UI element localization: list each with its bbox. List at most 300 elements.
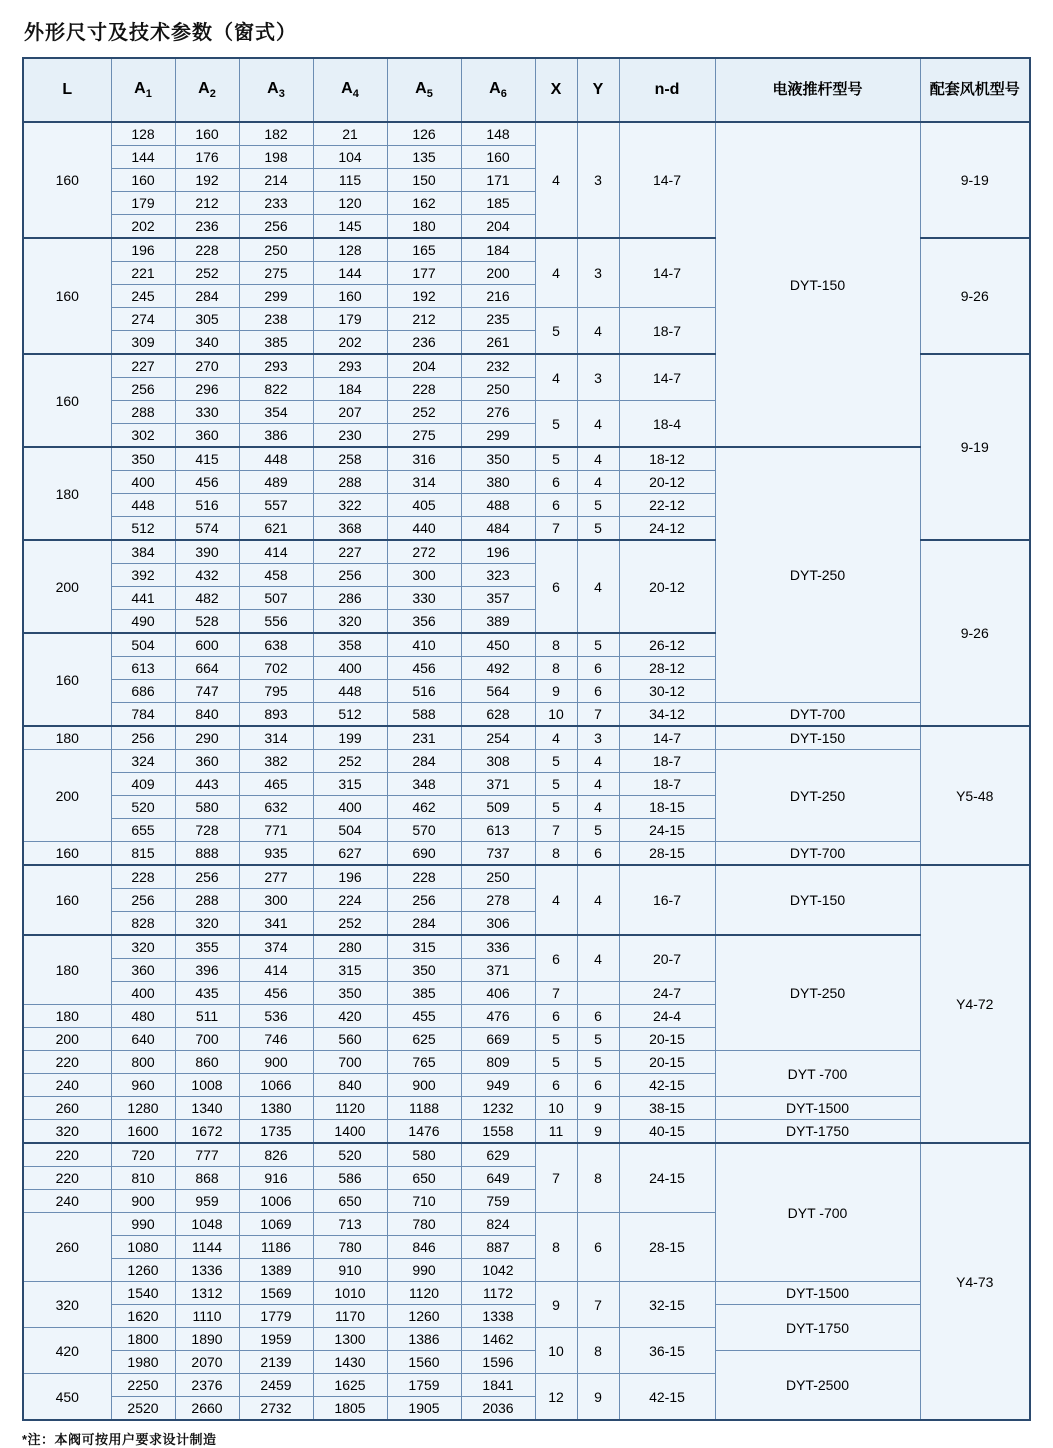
- cell-A3: 341: [239, 912, 313, 936]
- cell-A2: 2660: [175, 1397, 239, 1421]
- cell-A2: 1048: [175, 1213, 239, 1236]
- cell-n-d: 28-12: [619, 657, 715, 680]
- cell-A4: 700: [313, 1051, 387, 1074]
- cell-A6: 278: [461, 889, 535, 912]
- cell-A1: 448: [111, 494, 175, 517]
- cell-A4: 315: [313, 959, 387, 982]
- cell-A4: 780: [313, 1236, 387, 1259]
- cell-n-d: 30-12: [619, 680, 715, 703]
- cell-X: 4: [535, 354, 577, 401]
- cell-A1: 686: [111, 680, 175, 703]
- cell-A4: 21: [313, 122, 387, 146]
- cell-L: 180: [23, 1005, 111, 1028]
- cell-X: 5: [535, 773, 577, 796]
- cell-Y: 5: [577, 1051, 619, 1074]
- cell-A6: 250: [461, 865, 535, 889]
- page-title: 外形尺寸及技术参数（窗式）: [24, 22, 297, 44]
- header-A5: $A_5$: [387, 58, 461, 122]
- cell-A4: 910: [313, 1259, 387, 1282]
- cell-A5: 1260: [387, 1305, 461, 1328]
- cell-Y: 4: [577, 540, 619, 633]
- cell-A2: 959: [175, 1190, 239, 1213]
- cell-Y: 3: [577, 122, 619, 238]
- cell-L: 220: [23, 1167, 111, 1190]
- cell-A6: 261: [461, 331, 535, 355]
- cell-A1: 256: [111, 378, 175, 401]
- cell-X: 7: [535, 517, 577, 541]
- cell-A6: 148: [461, 122, 535, 146]
- cell-A2: 160: [175, 122, 239, 146]
- cell-A3: 1779: [239, 1305, 313, 1328]
- cell-A1: 1620: [111, 1305, 175, 1328]
- cell-A6: 336: [461, 935, 535, 959]
- cell-A2: 516: [175, 494, 239, 517]
- cell-Y: 3: [577, 238, 619, 308]
- cell-A4: 504: [313, 819, 387, 842]
- cell-n-d: 18-15: [619, 796, 715, 819]
- cell-A1: 512: [111, 517, 175, 541]
- cell-A4: 586: [313, 1167, 387, 1190]
- cell-A1: 441: [111, 587, 175, 610]
- cell-A3: 1735: [239, 1120, 313, 1144]
- cell-A3: 1006: [239, 1190, 313, 1213]
- cell-L: 320: [23, 1120, 111, 1144]
- cell-A5: 126: [387, 122, 461, 146]
- cell-A3: 386: [239, 424, 313, 448]
- cell-A2: 511: [175, 1005, 239, 1028]
- table-row: [23, 1097, 1030, 1120]
- cell-A5: 192: [387, 285, 461, 308]
- cell-L: 160: [23, 842, 111, 866]
- cell-A6: 450: [461, 633, 535, 657]
- cell-A1: 720: [111, 1143, 175, 1167]
- cell-n-d: 20-15: [619, 1028, 715, 1051]
- header-pusher-model: 电液推杆型号: [715, 58, 920, 122]
- cell-A3: 771: [239, 819, 313, 842]
- cell-A6: 629: [461, 1143, 535, 1167]
- cell-A4: 512: [313, 703, 387, 727]
- cell-A3: 1569: [239, 1282, 313, 1305]
- cell-A5: 256: [387, 889, 461, 912]
- cell-X: 11: [535, 1120, 577, 1144]
- cell-A1: 245: [111, 285, 175, 308]
- cell-Y: 6: [577, 842, 619, 866]
- cell-A3: 293: [239, 354, 313, 378]
- cell-A5: 410: [387, 633, 461, 657]
- cell-A2: 330: [175, 401, 239, 424]
- cell-A3: 900: [239, 1051, 313, 1074]
- cell-n-d: 20-12: [619, 471, 715, 494]
- cell-Y: 5: [577, 517, 619, 541]
- cell-X: 4: [535, 238, 577, 308]
- cell-A2: 600: [175, 633, 239, 657]
- cell-X: 8: [535, 633, 577, 657]
- cell-X: 7: [535, 819, 577, 842]
- cell-A3: 414: [239, 540, 313, 564]
- cell-A2: 236: [175, 215, 239, 239]
- cell-A1: 360: [111, 959, 175, 982]
- cell-A6: 184: [461, 238, 535, 262]
- cell-A3: 893: [239, 703, 313, 727]
- cell-A6: 200: [461, 262, 535, 285]
- table-row: [23, 935, 1030, 959]
- cell-A6: 171: [461, 169, 535, 192]
- cell-A1: 990: [111, 1213, 175, 1236]
- cell-A4: 258: [313, 447, 387, 471]
- cell-A6: 235: [461, 308, 535, 331]
- cell-A6: 306: [461, 912, 535, 936]
- cell-A6: 254: [461, 726, 535, 750]
- cell-A3: 299: [239, 285, 313, 308]
- cell-A4: 252: [313, 912, 387, 936]
- cell-L: 240: [23, 1190, 111, 1213]
- cell-X: 7: [535, 982, 577, 1005]
- cell-A2: 888: [175, 842, 239, 866]
- cell-pusher-model: DYT-1750: [715, 1305, 920, 1351]
- cell-fan-model: Y4-73: [920, 1143, 1030, 1420]
- cell-A3: 250: [239, 238, 313, 262]
- cell-X: 4: [535, 865, 577, 935]
- cell-A4: 252: [313, 750, 387, 773]
- cell-A6: 276: [461, 401, 535, 424]
- cell-A4: 256: [313, 564, 387, 587]
- cell-A6: 406: [461, 982, 535, 1005]
- cell-A3: 795: [239, 680, 313, 703]
- cell-A5: 350: [387, 959, 461, 982]
- cell-A5: 650: [387, 1167, 461, 1190]
- header-n-d: n-d: [619, 58, 715, 122]
- cell-A6: 371: [461, 959, 535, 982]
- cell-pusher-model: DYT-1750: [715, 1120, 920, 1144]
- cell-A6: 759: [461, 1190, 535, 1213]
- cell-L: 240: [23, 1074, 111, 1097]
- cell-n-d: 32-15: [619, 1282, 715, 1328]
- cell-A2: 840: [175, 703, 239, 727]
- cell-A2: 355: [175, 935, 239, 959]
- cell-A5: 710: [387, 1190, 461, 1213]
- cell-A4: 145: [313, 215, 387, 239]
- cell-L: 420: [23, 1328, 111, 1374]
- cell-Y: 9: [577, 1097, 619, 1120]
- cell-fan-model: 9-26: [920, 540, 1030, 726]
- cell-pusher-model: DYT -700: [715, 1051, 920, 1097]
- cell-pusher-model: DYT-2500: [715, 1351, 920, 1421]
- cell-fan-model: 9-19: [920, 354, 1030, 540]
- cell-Y: 3: [577, 726, 619, 750]
- cell-A6: 1042: [461, 1259, 535, 1282]
- cell-n-d: 16-7: [619, 865, 715, 935]
- cell-A4: 115: [313, 169, 387, 192]
- cell-A1: 392: [111, 564, 175, 587]
- cell-A5: 284: [387, 912, 461, 936]
- cell-A1: 288: [111, 401, 175, 424]
- cell-A3: 916: [239, 1167, 313, 1190]
- cell-A6: 1232: [461, 1097, 535, 1120]
- cell-X: 5: [535, 401, 577, 448]
- cell-A1: 1280: [111, 1097, 175, 1120]
- cell-A4: 713: [313, 1213, 387, 1236]
- cell-A1: 228: [111, 865, 175, 889]
- cell-A3: 382: [239, 750, 313, 773]
- cell-A5: 516: [387, 680, 461, 703]
- cell-X: 6: [535, 540, 577, 633]
- cell-A3: 1380: [239, 1097, 313, 1120]
- cell-A4: 322: [313, 494, 387, 517]
- cell-A6: 232: [461, 354, 535, 378]
- cell-X: 10: [535, 1097, 577, 1120]
- cell-A3: 1186: [239, 1236, 313, 1259]
- cell-A5: 135: [387, 146, 461, 169]
- cell-A5: 162: [387, 192, 461, 215]
- cell-A6: 809: [461, 1051, 535, 1074]
- cell-A6: 476: [461, 1005, 535, 1028]
- cell-A2: 288: [175, 889, 239, 912]
- cell-X: 6: [535, 935, 577, 982]
- cell-A5: 1476: [387, 1120, 461, 1144]
- cell-A2: 192: [175, 169, 239, 192]
- cell-pusher-model: DYT-250: [715, 447, 920, 703]
- cell-n-d: 14-7: [619, 726, 715, 750]
- cell-L: 180: [23, 935, 111, 1005]
- cell-A3: 746: [239, 1028, 313, 1051]
- cell-Y: 4: [577, 308, 619, 355]
- cell-A6: 649: [461, 1167, 535, 1190]
- cell-A1: 784: [111, 703, 175, 727]
- cell-A2: 700: [175, 1028, 239, 1051]
- cell-A3: 354: [239, 401, 313, 424]
- cell-A5: 456: [387, 657, 461, 680]
- cell-A6: 185: [461, 192, 535, 215]
- cell-A2: 728: [175, 819, 239, 842]
- cell-X: 6: [535, 471, 577, 494]
- header-A4: $A_4$: [313, 58, 387, 122]
- cell-A1: 302: [111, 424, 175, 448]
- table-row: [23, 1351, 1030, 1374]
- cell-Y: 4: [577, 750, 619, 773]
- cell-A2: 860: [175, 1051, 239, 1074]
- cell-A5: 330: [387, 587, 461, 610]
- cell-A3: 632: [239, 796, 313, 819]
- cell-A6: 371: [461, 773, 535, 796]
- cell-X: 5: [535, 1051, 577, 1074]
- cell-A4: 196: [313, 865, 387, 889]
- cell-A3: 2732: [239, 1397, 313, 1421]
- cell-A3: 277: [239, 865, 313, 889]
- cell-A3: 507: [239, 587, 313, 610]
- cell-Y: 8: [577, 1328, 619, 1374]
- cell-A5: 1188: [387, 1097, 461, 1120]
- cell-A5: 588: [387, 703, 461, 727]
- cell-A1: 480: [111, 1005, 175, 1028]
- cell-A4: 627: [313, 842, 387, 866]
- cell-A4: 1300: [313, 1328, 387, 1351]
- cell-A3: 1389: [239, 1259, 313, 1282]
- cell-A6: 204: [461, 215, 535, 239]
- cell-A1: 256: [111, 889, 175, 912]
- cell-n-d: 24-7: [619, 982, 715, 1005]
- cell-fan-model: Y4-72: [920, 865, 1030, 1143]
- cell-A6: 1338: [461, 1305, 535, 1328]
- cell-X: 10: [535, 1328, 577, 1374]
- cell-A3: 448: [239, 447, 313, 471]
- cell-n-d: 14-7: [619, 122, 715, 238]
- cell-A5: 580: [387, 1143, 461, 1167]
- cell-A2: 305: [175, 308, 239, 331]
- cell-A2: 574: [175, 517, 239, 541]
- cell-A4: 184: [313, 378, 387, 401]
- cell-A2: 456: [175, 471, 239, 494]
- cell-A5: 228: [387, 865, 461, 889]
- cell-A1: 1260: [111, 1259, 175, 1282]
- cell-A5: 385: [387, 982, 461, 1005]
- cell-n-d: 28-15: [619, 842, 715, 866]
- cell-A4: 560: [313, 1028, 387, 1051]
- cell-A1: 320: [111, 935, 175, 959]
- table-row: [23, 726, 1030, 750]
- cell-A3: 826: [239, 1143, 313, 1167]
- cell-A4: 280: [313, 935, 387, 959]
- cell-n-d: 24-15: [619, 1143, 715, 1213]
- cell-A5: 315: [387, 935, 461, 959]
- cell-A3: 702: [239, 657, 313, 680]
- cell-A4: 1170: [313, 1305, 387, 1328]
- cell-n-d: 18-7: [619, 750, 715, 773]
- cell-L: 160: [23, 354, 111, 447]
- cell-A1: 384: [111, 540, 175, 564]
- cell-A6: 196: [461, 540, 535, 564]
- cell-A5: 272: [387, 540, 461, 564]
- cell-n-d: 24-4: [619, 1005, 715, 1028]
- cell-n-d: 18-7: [619, 308, 715, 355]
- cell-X: 6: [535, 1005, 577, 1028]
- cell-A4: 104: [313, 146, 387, 169]
- cell-n-d: 38-15: [619, 1097, 715, 1120]
- cell-A6: 484: [461, 517, 535, 541]
- cell-Y: 6: [577, 680, 619, 703]
- cell-X: 9: [535, 680, 577, 703]
- cell-A3: 557: [239, 494, 313, 517]
- cell-Y: 7: [577, 1282, 619, 1328]
- cell-X: 9: [535, 1282, 577, 1328]
- cell-A1: 160: [111, 169, 175, 192]
- cell-A2: 284: [175, 285, 239, 308]
- cell-A4: 358: [313, 633, 387, 657]
- header-A6: $A_6$: [461, 58, 535, 122]
- cell-A5: 231: [387, 726, 461, 750]
- cell-A3: 2139: [239, 1351, 313, 1374]
- cell-A6: 949: [461, 1074, 535, 1097]
- cell-A3: 822: [239, 378, 313, 401]
- cell-A5: 165: [387, 238, 461, 262]
- header-X: X: [535, 58, 577, 122]
- cell-A4: 1430: [313, 1351, 387, 1374]
- cell-A5: 316: [387, 447, 461, 471]
- cell-A4: 230: [313, 424, 387, 448]
- cell-A1: 900: [111, 1190, 175, 1213]
- cell-n-d: 14-7: [619, 238, 715, 308]
- cell-A3: 182: [239, 122, 313, 146]
- cell-A1: 613: [111, 657, 175, 680]
- cell-A4: 202: [313, 331, 387, 355]
- cell-n-d: 22-12: [619, 494, 715, 517]
- cell-A3: 275: [239, 262, 313, 285]
- cell-Y: 9: [577, 1120, 619, 1144]
- header-A3: $A_3$: [239, 58, 313, 122]
- cell-A3: 1959: [239, 1328, 313, 1351]
- cell-A3: 935: [239, 842, 313, 866]
- table-body: [23, 122, 1030, 1420]
- header-Y: Y: [577, 58, 619, 122]
- cell-A2: 390: [175, 540, 239, 564]
- cell-L: 260: [23, 1097, 111, 1120]
- cell-A1: 256: [111, 726, 175, 750]
- cell-A1: 655: [111, 819, 175, 842]
- cell-A6: 160: [461, 146, 535, 169]
- cell-n-d: 20-15: [619, 1051, 715, 1074]
- cell-A3: 233: [239, 192, 313, 215]
- cell-fan-model: 9-26: [920, 238, 1030, 354]
- cell-L: 180: [23, 447, 111, 540]
- cell-A6: 509: [461, 796, 535, 819]
- cell-A6: 1596: [461, 1351, 535, 1374]
- cell-A6: 887: [461, 1236, 535, 1259]
- cell-A6: 564: [461, 680, 535, 703]
- cell-A6: 357: [461, 587, 535, 610]
- cell-A1: 144: [111, 146, 175, 169]
- cell-A6: 824: [461, 1213, 535, 1236]
- cell-n-d: 14-7: [619, 354, 715, 401]
- cell-Y: 9: [577, 1374, 619, 1421]
- cell-A1: 221: [111, 262, 175, 285]
- cell-A4: 350: [313, 982, 387, 1005]
- cell-A1: 1080: [111, 1236, 175, 1259]
- cell-X: 7: [535, 1143, 577, 1213]
- cell-A6: 628: [461, 703, 535, 727]
- cell-A3: 2459: [239, 1374, 313, 1397]
- table-row: [23, 703, 1030, 727]
- cell-A2: 360: [175, 750, 239, 773]
- cell-n-d: 24-12: [619, 517, 715, 541]
- cell-A6: 299: [461, 424, 535, 448]
- cell-n-d: 24-15: [619, 819, 715, 842]
- table-header-row: [23, 58, 1030, 122]
- cell-A3: 556: [239, 610, 313, 634]
- cell-Y: 5: [577, 819, 619, 842]
- cell-A4: 315: [313, 773, 387, 796]
- cell-A5: 1759: [387, 1374, 461, 1397]
- specification-table: [22, 57, 1031, 1421]
- cell-pusher-model: DYT -700: [715, 1143, 920, 1282]
- cell-A1: 815: [111, 842, 175, 866]
- cell-A2: 868: [175, 1167, 239, 1190]
- cell-A2: 432: [175, 564, 239, 587]
- cell-n-d: 18-4: [619, 401, 715, 448]
- cell-Y: 4: [577, 935, 619, 982]
- cell-A1: 202: [111, 215, 175, 239]
- cell-fan-model: Y5-48: [920, 726, 1030, 865]
- cell-L: 160: [23, 122, 111, 238]
- cell-A2: 1890: [175, 1328, 239, 1351]
- cell-A4: 650: [313, 1190, 387, 1213]
- cell-A4: 320: [313, 610, 387, 634]
- cell-Y: 6: [577, 1074, 619, 1097]
- cell-X: 5: [535, 750, 577, 773]
- cell-A6: 1841: [461, 1374, 535, 1397]
- cell-L: 160: [23, 633, 111, 726]
- cell-n-d: 34-12: [619, 703, 715, 727]
- cell-A2: 396: [175, 959, 239, 982]
- cell-A5: 1905: [387, 1397, 461, 1421]
